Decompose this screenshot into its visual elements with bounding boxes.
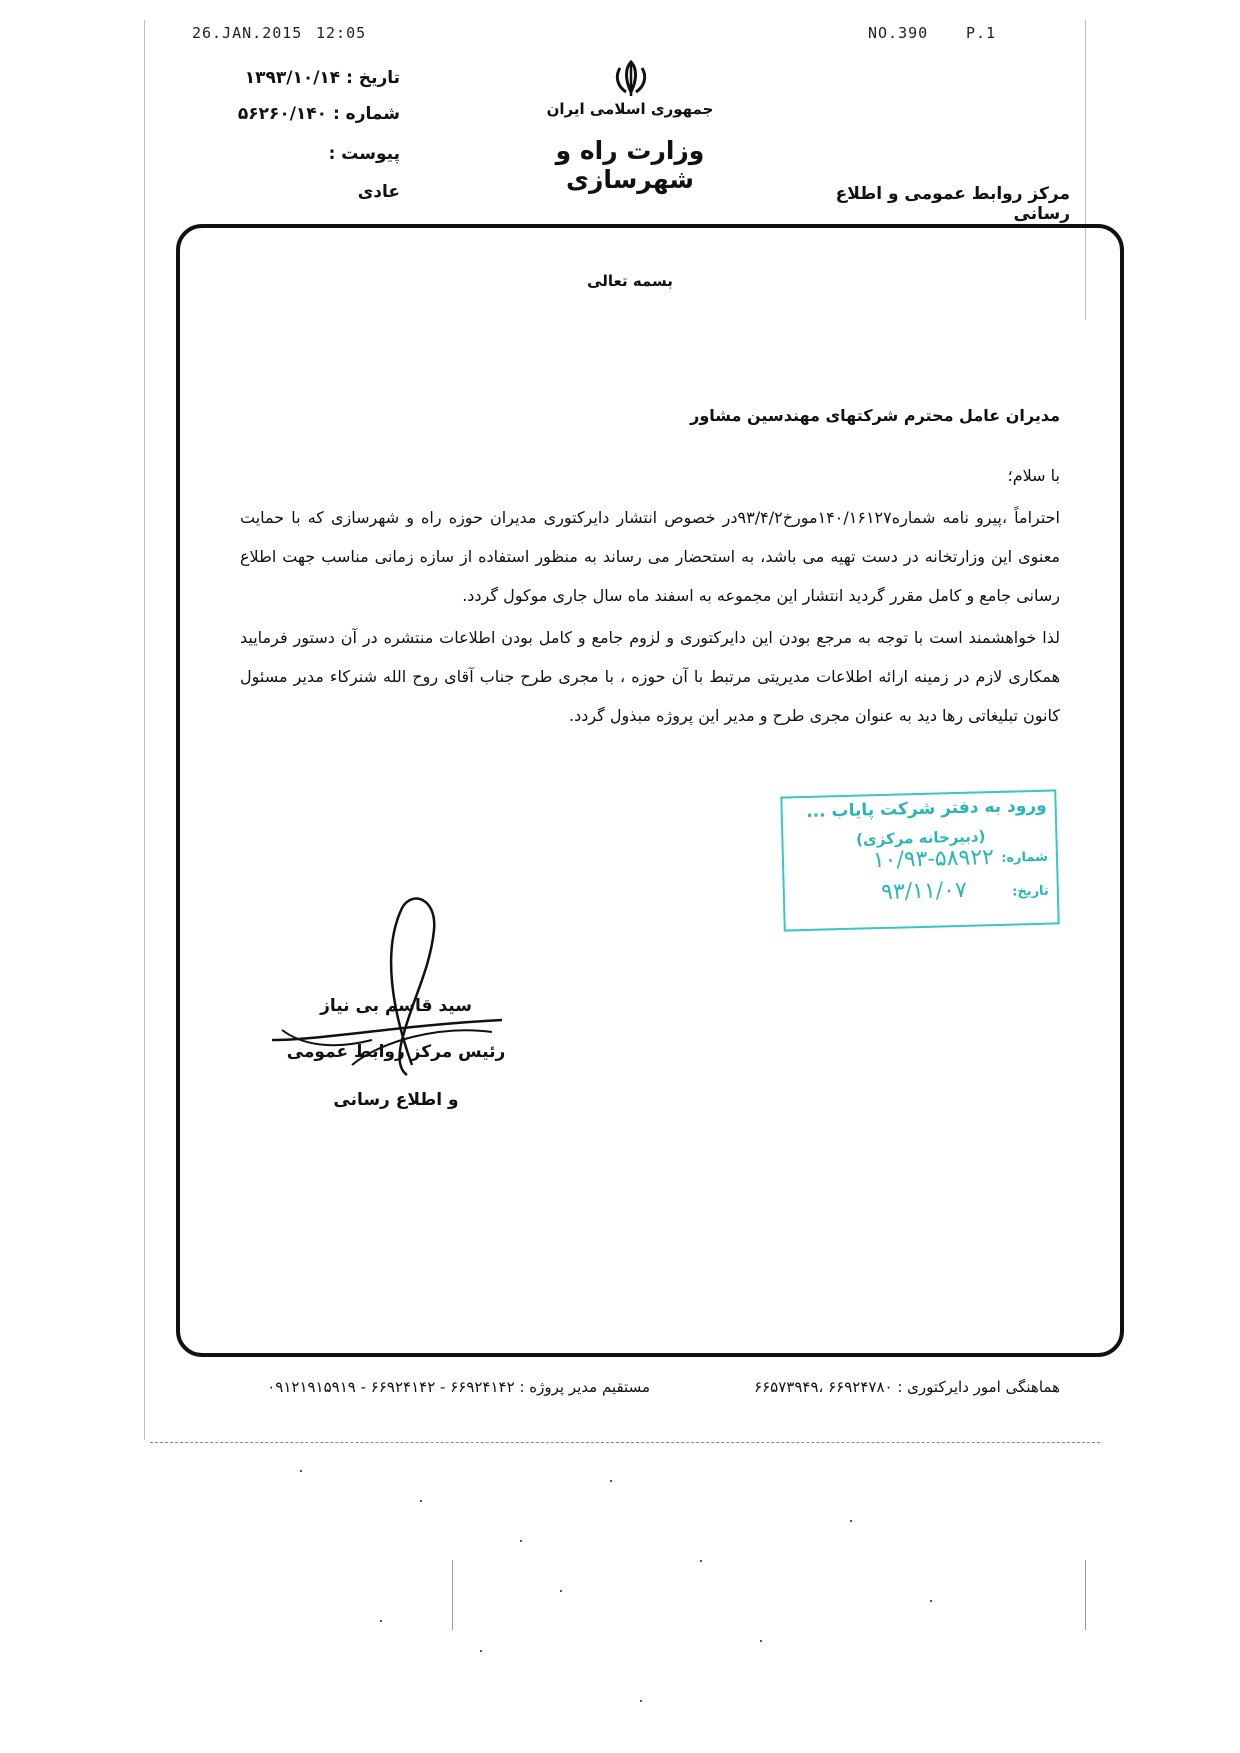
letter-greeting: با سلام؛: [1007, 466, 1060, 485]
footer-directory-phones: ۶۶۹۲۴۷۸۰ ،۶۶۵۷۳۹۴۹: [754, 1378, 893, 1396]
meta-classification: عادی: [357, 182, 400, 202]
fax-header-page: P.1: [966, 24, 997, 42]
stamp-title: ورود به دفتر شرکت پایاب ...: [805, 795, 1047, 822]
scan-edge-line: [452, 1560, 453, 1630]
meta-date-value: ۱۳۹۳/۱۰/۱۴: [244, 68, 341, 88]
footer-directory-label: هماهنگی امور دایرکتوری :: [897, 1378, 1060, 1396]
footer-directory: [660, 1378, 1060, 1396]
stamp-date-value: ۹۳/۱۱/۰۷: [880, 877, 968, 906]
scan-edge-line: [144, 20, 145, 1440]
iran-emblem-icon: [612, 58, 650, 98]
letterhead-department: مرکز روابط عمومی و اطلاع رسانی: [835, 184, 1070, 224]
stamp-number-label: شماره:: [1001, 849, 1049, 866]
meta-number-value: ۵۶۲۶۰/۱۴۰: [237, 104, 328, 124]
signature-title-line2: و اطلاع رسانی: [333, 1090, 459, 1110]
meta-number-label: شماره :: [332, 104, 400, 124]
scan-edge-line: [1085, 1560, 1086, 1630]
letterhead-ministry: وزارت راه و شهرسازی: [555, 136, 705, 194]
letterhead-republic: جمهوری اسلامی ایران: [546, 100, 714, 118]
stamp-subtitle: (دبیرخانه مرکزی): [855, 827, 986, 849]
letter-addressee: مدیران عامل محترم شرکتهای مهندسین مشاور: [690, 406, 1060, 425]
signature-title-line1: رئیس مرکز روابط عمومی: [286, 1042, 506, 1062]
letter-paragraph-2: لذا خواهشمند است با توجه به مرجع بودن این دایرکتوری و لزوم جامع و کامل بودن اطلاعات منتشره در آن دستور فرمایید همکاری لازم در زمینه ارائه اطلاعات مدیریتی مرتبط با آن حوزه ، با مجری طرح جناب آقای روح الله شنرکاء مدیر مسئول کانون تبلیغاتی رها دید به عنوان مجری طرح و مدیر این پروژه مبذول گردد.: [240, 628, 1060, 725]
meta-number: [200, 104, 400, 124]
fax-header-date: 26.JAN.2015: [192, 24, 303, 42]
footer-manager: [240, 1378, 650, 1396]
signature-name: سید قاسم بی نیاز: [320, 996, 472, 1016]
letter-paragraph-1: احتراماً ،پیرو نامه شماره۱۴۰/۱۶۱۲۷مورخ۹۳/۴/۲در خصوص انتشار دایرکتوری مدیران حوزه راه و شهرسازی که با حمایت معنوی این وزارتخانه در دست تهیه می باشد، به استحضار می رساند به منظور استفاده از سازه زمانی مناسب جهت اطلاع رسانی جامع و کامل مقرر گردید انتشار این مجموعه به اسفند ماه سال جاری موکول گردد.: [240, 508, 1061, 605]
fax-header-number: NO.390: [868, 24, 929, 42]
stamp-number-value: ۱۰/۹۳-۵۸۹۲۲: [872, 845, 995, 874]
scan-bottom-line: [150, 1442, 1100, 1443]
footer-manager-label: مستقیم مدیر پروژه :: [519, 1378, 650, 1396]
received-stamp: [780, 789, 1059, 931]
fax-header-time: 12:05: [316, 24, 367, 42]
stamp-date-label: تاریخ:: [1011, 883, 1050, 900]
meta-attachment-label: پیوست :: [328, 144, 400, 164]
meta-date: [200, 68, 400, 88]
meta-date-label: تاریخ :: [346, 68, 400, 88]
footer-manager-phones: ۶۶۹۲۴۱۴۲ - ۶۶۹۲۴۱۴۲ - ۰۹۱۲۱۹۱۵۹۱۹: [267, 1378, 515, 1396]
basmala: بسمه تعالی: [587, 272, 673, 290]
